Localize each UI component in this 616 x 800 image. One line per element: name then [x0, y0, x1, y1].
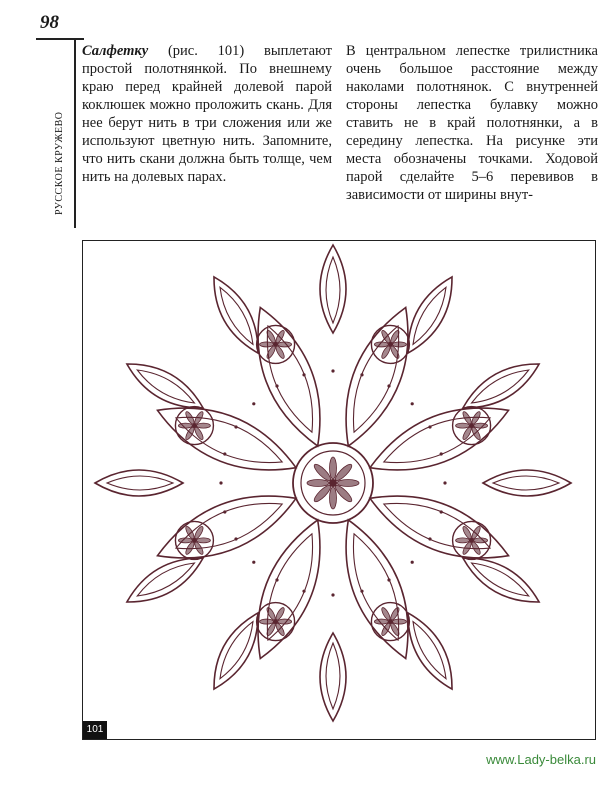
flower-petal — [392, 342, 406, 347]
pin-dot — [223, 452, 226, 455]
pin-dot — [387, 384, 390, 387]
pin-dot — [275, 384, 278, 387]
text-column-right — [346, 42, 598, 204]
pin-dot — [428, 425, 431, 428]
center-petal — [337, 480, 359, 487]
flower-petal — [260, 342, 274, 347]
lead-term: Салфетку — [82, 43, 149, 59]
flower-center — [273, 619, 278, 624]
pin-dot — [275, 578, 278, 581]
center-petal — [330, 457, 337, 479]
pin-dot — [411, 561, 414, 564]
pin-dot — [428, 537, 431, 540]
flower-petal — [474, 423, 488, 428]
flower-center — [469, 423, 474, 428]
flower-center — [469, 538, 474, 543]
flower-center — [192, 423, 197, 428]
pin-dot — [252, 561, 255, 564]
flower-petal — [278, 342, 292, 347]
center-petal — [307, 480, 329, 487]
pin-dot — [387, 578, 390, 581]
pin-dot — [443, 481, 446, 484]
text-column-left — [82, 42, 332, 186]
page-number: 98 — [40, 12, 59, 33]
outer-petal-inner — [326, 643, 340, 709]
lace-doily-illustration — [83, 241, 597, 741]
figure-label: 101 — [83, 721, 107, 739]
figure-frame — [82, 240, 596, 740]
left-paragraph: (рис. 101) выплетают простой полотнянкой. По внешнему краю перед крайней долевой парой коклюшек можно проложить скань. Для нее берут нить в три сложения или же используют цветную нить. Запомните, что нить скани должна быть толще, чем нить на долевых парах. — [82, 43, 332, 185]
pin-dot — [252, 402, 255, 405]
flower-center — [273, 342, 278, 347]
flower-petal — [178, 538, 192, 543]
pin-dot — [223, 510, 226, 513]
flower-petal — [392, 619, 406, 624]
pin-dot — [360, 590, 363, 593]
pin-dot — [302, 590, 305, 593]
flower-petal — [178, 423, 192, 428]
pin-dot — [360, 373, 363, 376]
flower-petal — [196, 538, 210, 543]
flower-center — [388, 619, 393, 624]
flower-center — [388, 342, 393, 347]
running-title: РУССКОЕ КРУЖЕВО — [54, 111, 65, 215]
pin-dot — [331, 593, 334, 596]
outer-petal-inner — [493, 476, 559, 490]
flower-petal — [374, 619, 388, 624]
flower-petal — [374, 342, 388, 347]
pin-dot — [302, 373, 305, 376]
pin-dot — [219, 481, 222, 484]
flower-petal — [474, 538, 488, 543]
flower-petal — [456, 538, 470, 543]
center-petal — [330, 487, 337, 509]
outer-petal-inner — [326, 257, 340, 323]
pin-dot — [411, 402, 414, 405]
center-dot — [329, 479, 337, 487]
pin-dot — [234, 425, 237, 428]
pin-dot — [440, 452, 443, 455]
right-paragraph: В центральном лепестке трилистника очень большое расстояние между наколами полотнянок. С внутренней стороны лепестка булавку можно ставить не в край полотнянки, а в середину лепестка. На рисунке эти места обозначены точками. Ходовой парой сделайте 5–6 перевивов в зависимости от ширины внут- — [346, 43, 598, 203]
header-rule — [36, 38, 84, 40]
pin-dot — [234, 537, 237, 540]
flower-petal — [456, 423, 470, 428]
flower-petal — [278, 619, 292, 624]
flower-petal — [196, 423, 210, 428]
site-url[interactable]: www.Lady-belka.ru — [486, 752, 596, 767]
side-rule — [74, 38, 76, 228]
flower-center — [192, 538, 197, 543]
pin-dot — [331, 369, 334, 372]
flower-petal — [260, 619, 274, 624]
outer-petal-inner — [107, 476, 173, 490]
pin-dot — [440, 510, 443, 513]
